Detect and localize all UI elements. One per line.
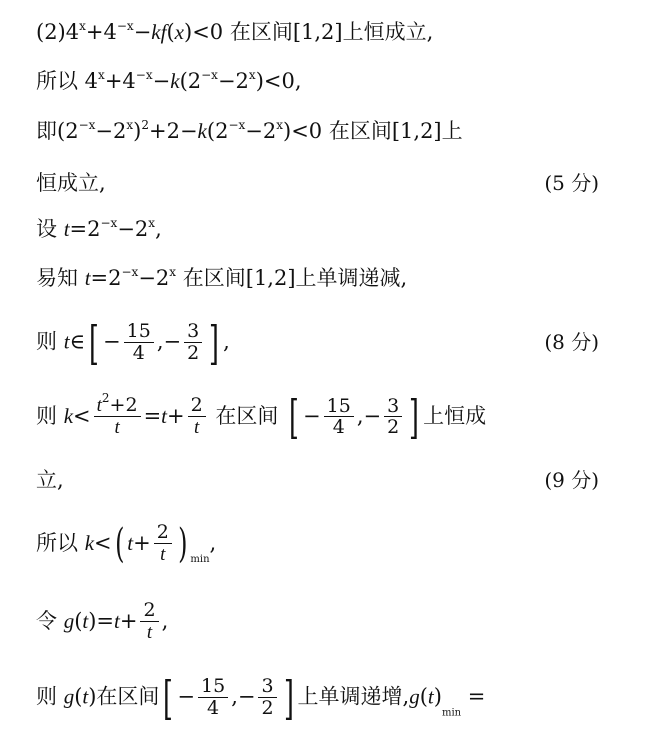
- variable-t: t: [127, 530, 134, 555]
- denominator: 4: [132, 341, 145, 364]
- denominator: [188, 417, 206, 439]
- text: )<0,: [255, 69, 302, 93]
- left-bracket: [: [163, 670, 174, 725]
- text: =: [143, 403, 162, 428]
- text: (: [74, 608, 83, 633]
- left-bracket: [: [289, 390, 299, 445]
- line-6: [36, 265, 408, 290]
- text: (: [74, 684, 83, 709]
- text: (: [419, 684, 428, 709]
- score-9: (9 分): [544, 468, 599, 492]
- fraction: [140, 601, 158, 644]
- text: −2: [138, 266, 170, 290]
- denominator: 2: [387, 416, 400, 439]
- line-8: [36, 390, 487, 445]
- fraction: [184, 322, 202, 364]
- text: −: [237, 684, 256, 709]
- denominator: 2: [261, 696, 274, 719]
- exponent: 2: [141, 118, 149, 132]
- text: 恒成立,: [36, 171, 106, 195]
- exponent: 2: [101, 391, 110, 405]
- text: 立,: [36, 468, 64, 492]
- text: ∈: [69, 329, 86, 354]
- right-bracket: ]: [283, 670, 294, 725]
- numerator: 2: [154, 523, 172, 544]
- variable-t: t: [160, 543, 166, 565]
- numerator: 15: [198, 677, 228, 698]
- exponent: x: [126, 118, 134, 132]
- function-g: g: [409, 684, 420, 709]
- denominator: [154, 544, 172, 566]
- line-10: [36, 523, 216, 566]
- text: 所以 4: [36, 69, 99, 93]
- text: +4: [104, 69, 136, 93]
- exponent: −x: [228, 118, 246, 132]
- text: 设: [36, 217, 64, 241]
- numerator: 2: [140, 601, 158, 622]
- text: −: [163, 329, 182, 354]
- text: −2: [117, 217, 149, 241]
- exponent: x: [98, 68, 105, 82]
- line-1: [36, 19, 434, 44]
- line-12: [36, 670, 486, 725]
- text: (: [166, 20, 175, 44]
- variable-t: t: [96, 395, 102, 416]
- variable-t: t: [427, 684, 434, 709]
- text: )<0 在区间[1,2]上: [283, 119, 463, 143]
- line-5: [36, 216, 162, 241]
- denominator: 4: [207, 696, 220, 719]
- line-9: [36, 470, 64, 491]
- text: <: [94, 530, 112, 555]
- fraction: [198, 677, 228, 719]
- fraction: [94, 391, 141, 439]
- line-4: [36, 173, 106, 194]
- function-g: g: [63, 608, 75, 633]
- text: −: [177, 684, 195, 709]
- text: ): [433, 684, 442, 709]
- text: =2: [90, 266, 122, 290]
- variable-k: k: [197, 119, 207, 143]
- exponent: x: [79, 19, 86, 33]
- text: +: [119, 608, 138, 633]
- text: 则: [36, 403, 64, 428]
- text: =: [461, 684, 486, 709]
- text: 则: [36, 684, 64, 709]
- function-g: g: [63, 684, 75, 709]
- numerator: [94, 391, 141, 417]
- line-7: [36, 315, 230, 370]
- text: −2: [245, 119, 277, 143]
- exponent: x: [276, 118, 284, 132]
- fraction: [258, 677, 276, 719]
- exponent: x: [248, 68, 256, 82]
- subscript-min: min: [441, 707, 462, 719]
- variable-t: t: [63, 329, 70, 354]
- numerator: 2: [188, 396, 206, 417]
- text: 即(2: [36, 119, 79, 143]
- left-paren: (: [114, 521, 125, 568]
- score-8: (8 分): [544, 330, 599, 354]
- text: ,: [155, 217, 162, 241]
- text: −2: [217, 69, 249, 93]
- text: ,: [356, 403, 364, 428]
- text: ,: [156, 329, 164, 354]
- text: −2: [95, 119, 127, 143]
- text: −: [152, 69, 171, 93]
- text: +: [167, 403, 185, 428]
- score-5: (5 分): [544, 171, 599, 195]
- variable-t: t: [146, 621, 153, 643]
- right-bracket: ]: [209, 315, 220, 370]
- text: =2: [69, 217, 101, 241]
- numerator: 3: [384, 397, 402, 418]
- numerator: 15: [124, 322, 154, 343]
- numerator: 3: [184, 322, 202, 343]
- fraction: [124, 322, 154, 364]
- text: 上单调递增,: [297, 684, 410, 709]
- variable-t: t: [114, 416, 120, 438]
- denominator: [94, 417, 141, 439]
- variable-t: t: [114, 608, 120, 633]
- fraction: [154, 523, 172, 566]
- denominator: [140, 622, 158, 644]
- variable-k: k: [170, 69, 180, 93]
- text: −: [103, 329, 121, 354]
- text: +: [133, 530, 151, 555]
- left-bracket: [: [89, 315, 99, 370]
- variable-t: t: [84, 266, 91, 290]
- exponent: x: [148, 216, 156, 230]
- text: 在区间: [208, 403, 286, 428]
- variable-t: t: [161, 403, 168, 428]
- exponent: −x: [100, 216, 118, 230]
- exponent: −x: [135, 68, 153, 82]
- text: )=: [88, 608, 115, 633]
- fraction: [324, 394, 354, 439]
- text: 上恒成: [423, 403, 487, 428]
- text: +2: [109, 394, 138, 416]
- text: (2)4: [36, 20, 80, 44]
- function-f: f: [160, 20, 167, 44]
- text: −: [363, 403, 382, 428]
- text: ,: [209, 530, 217, 555]
- fraction: [384, 394, 402, 439]
- text: ,: [223, 329, 230, 354]
- text: 易知: [36, 266, 85, 290]
- variable-k: k: [63, 403, 74, 428]
- denominator: 4: [332, 416, 345, 439]
- variable-k: k: [84, 530, 95, 555]
- variable-x: x: [174, 20, 184, 44]
- text: 则: [36, 329, 64, 354]
- variable-t: t: [82, 608, 89, 633]
- numerator: 3: [258, 677, 276, 698]
- right-bracket: ]: [409, 390, 420, 445]
- line-3: [36, 118, 463, 143]
- text: 所以: [36, 530, 85, 555]
- numerator: 15: [324, 397, 354, 418]
- line-11: [36, 601, 168, 644]
- line-2: [36, 68, 302, 93]
- variable-t: t: [63, 217, 70, 241]
- variable-k: k: [151, 20, 161, 44]
- text: +2−: [148, 119, 198, 143]
- variable-t: t: [82, 684, 89, 709]
- fraction: [188, 396, 206, 439]
- exponent: x: [169, 265, 177, 279]
- text: +4: [85, 20, 117, 44]
- text: (2: [179, 69, 202, 93]
- right-paren: ): [177, 521, 188, 568]
- text: (2: [206, 119, 229, 143]
- exponent: −x: [116, 19, 134, 33]
- text: ,: [161, 608, 169, 633]
- denominator: 2: [187, 341, 200, 364]
- exponent: −x: [78, 118, 96, 132]
- text: )在区间: [88, 684, 160, 709]
- subscript-min: min: [190, 553, 210, 565]
- text: 令: [36, 608, 64, 633]
- text: ): [133, 119, 142, 143]
- variable-t: t: [194, 416, 200, 438]
- text: )<0 在区间[1,2]上恒成立,: [184, 20, 434, 44]
- text: <: [73, 403, 91, 428]
- text: −: [133, 20, 152, 44]
- exponent: −x: [121, 265, 139, 279]
- text: ,: [231, 684, 238, 709]
- exponent: −x: [201, 68, 218, 82]
- text: 在区间[1,2]上单调递减,: [176, 266, 408, 290]
- text: −: [303, 403, 321, 428]
